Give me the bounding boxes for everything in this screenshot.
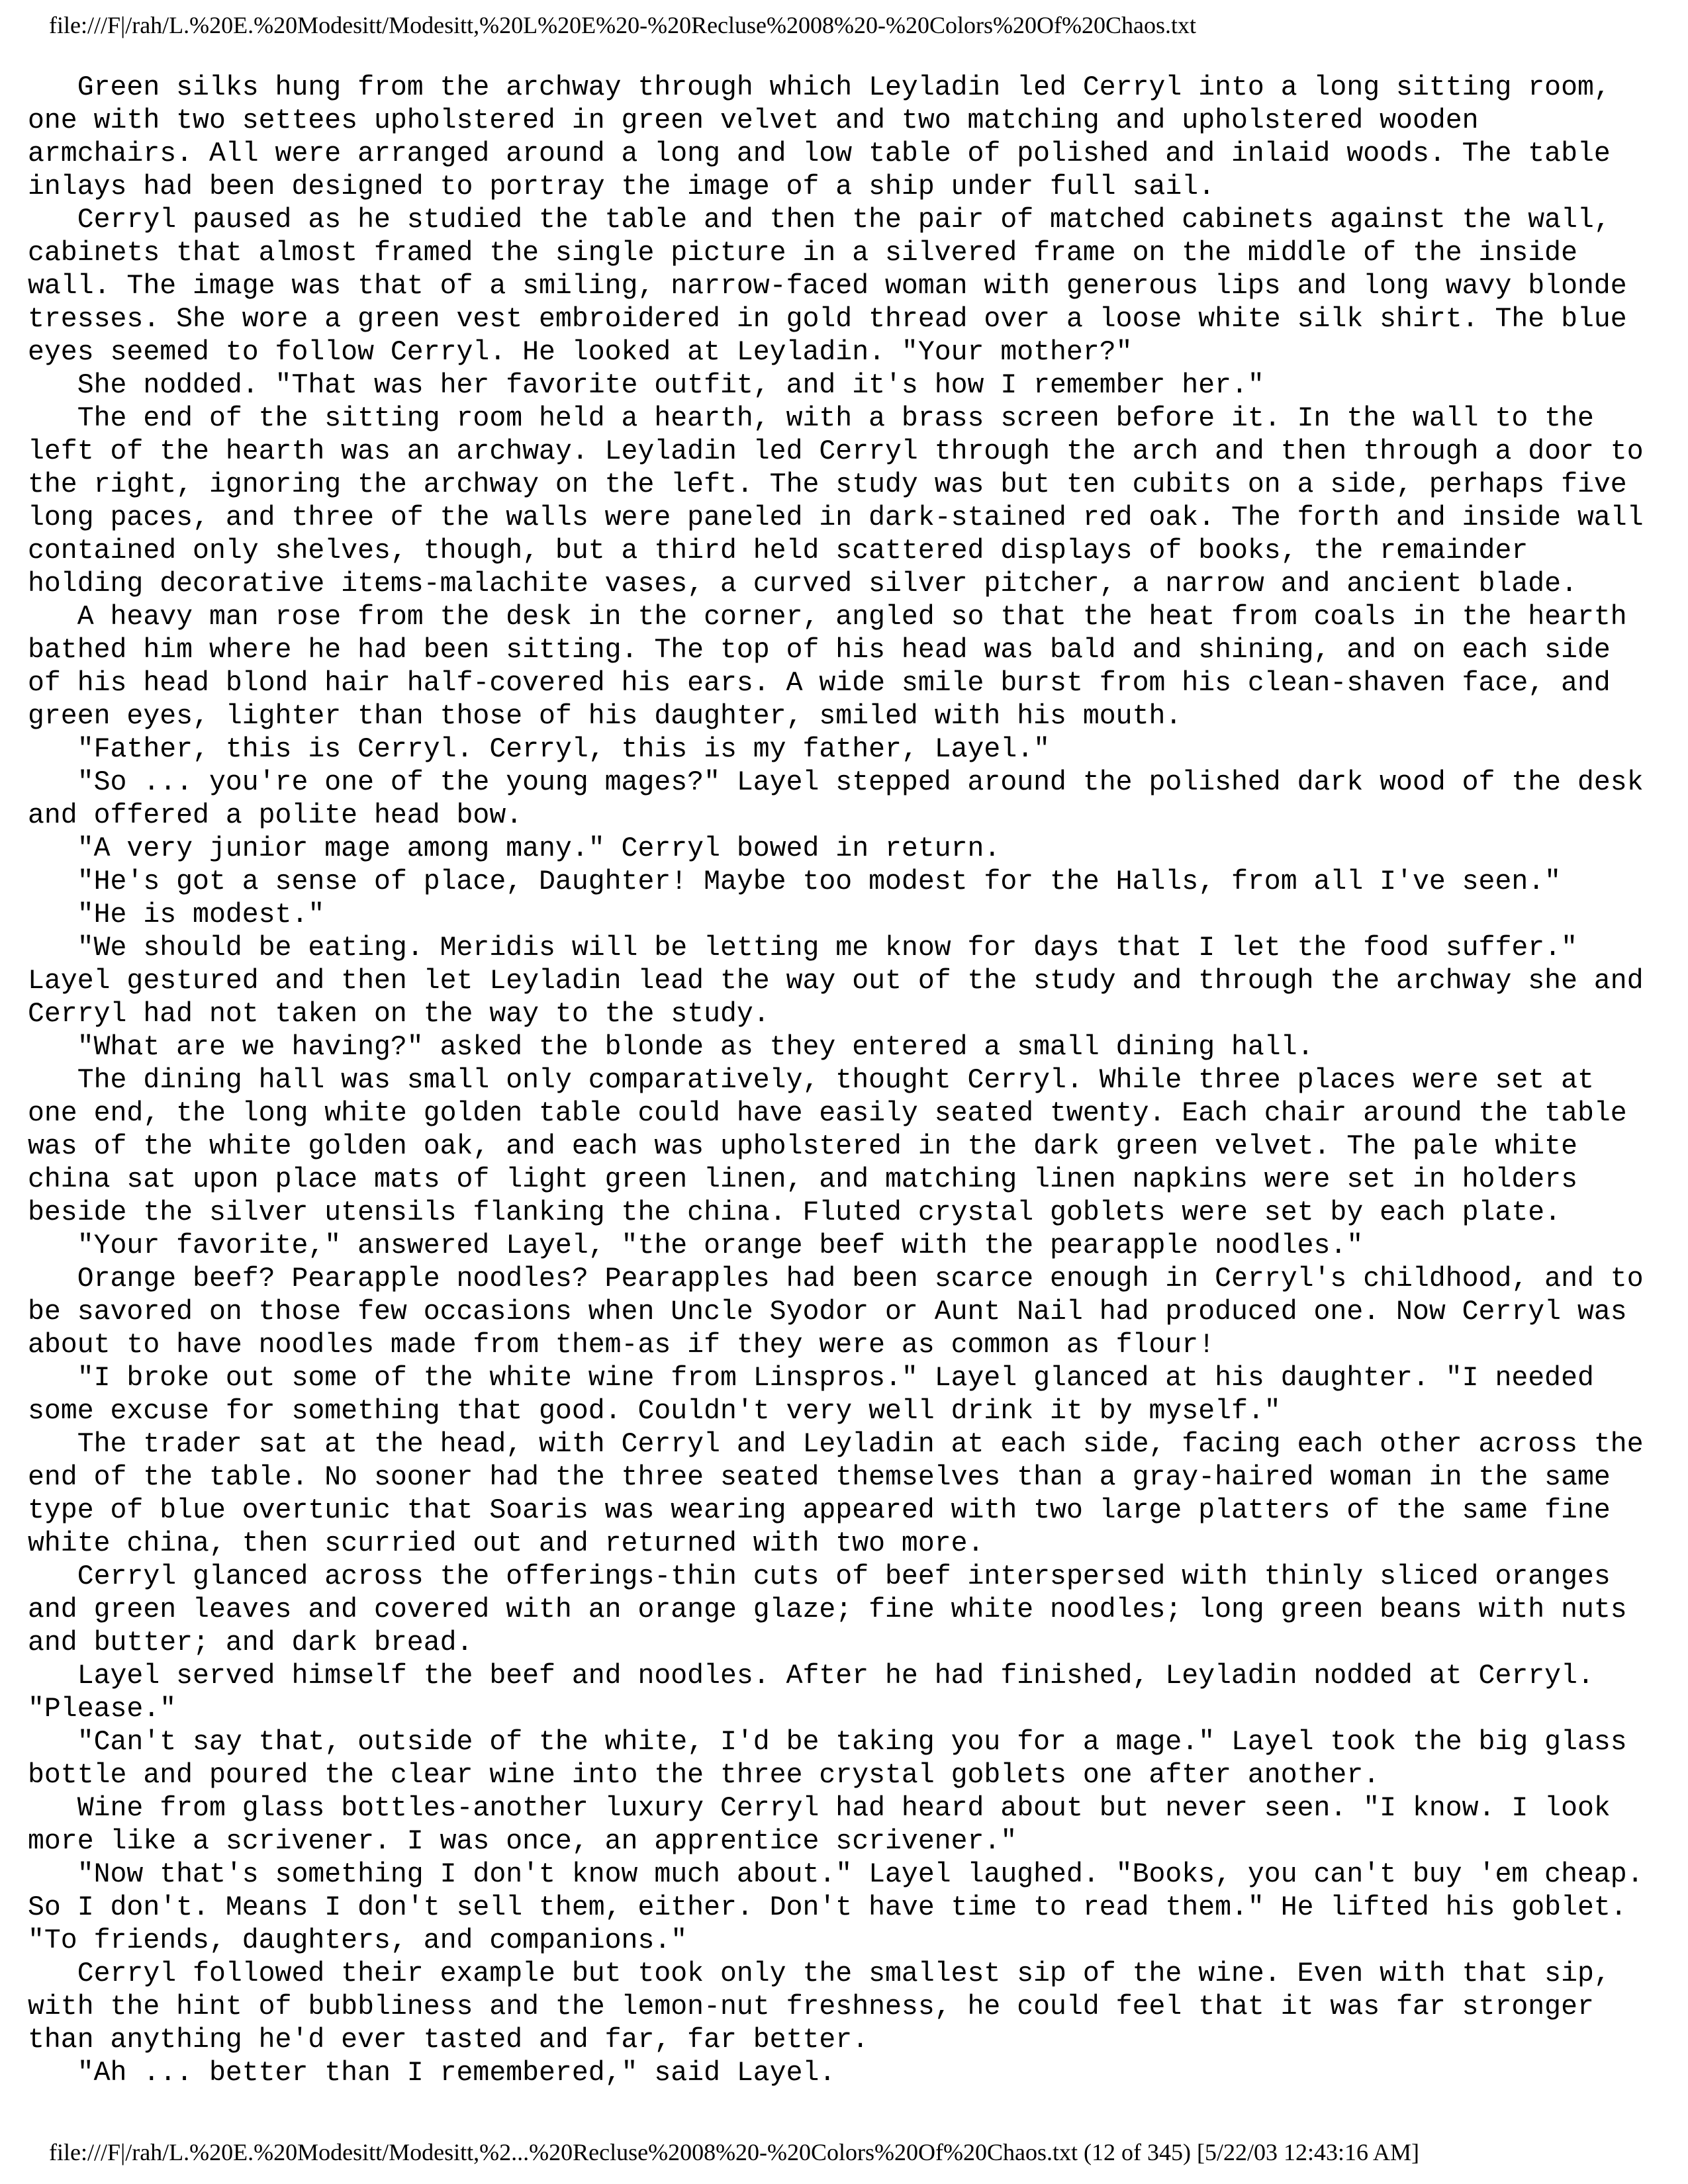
- text-line: bathed him where he had been sitting. The top of his head was bald and shining, and on each side: [28, 635, 1611, 666]
- text-line: bottle and poured the clear wine into the three crystal goblets one after another.: [28, 1760, 1380, 1791]
- text-line: "Ah ... better than I remembered," said Layel.: [28, 2058, 836, 2089]
- text-line: "A very junior mage among many." Cerryl bowed in return.: [28, 833, 1001, 864]
- text-line: was of the white golden oak, and each was upholstered in the dark green velvet. The pale white: [28, 1131, 1577, 1162]
- document-body: [28, 71, 1663, 2090]
- text-line: "He's got a sense of place, Daughter! Maybe too modest for the Halls, from all I've seen.": [28, 866, 1562, 897]
- text-line: "Please.": [28, 1694, 177, 1725]
- text-line: some excuse for something that good. Couldn't very well drink it by myself.": [28, 1396, 1281, 1427]
- text-line: "So ... you're one of the young mages?" Layel stepped around the polished dark wood of the desk: [28, 767, 1644, 798]
- text-line: holding decorative items-malachite vases, a curved silver pitcher, a narrow and ancient blade.: [28, 569, 1577, 600]
- text-line: end of the table. No sooner had the three seated themselves than a gray-haired woman in the same: [28, 1462, 1611, 1493]
- text-line: cabinets that almost framed the single picture in a silvered frame on the middle of the inside: [28, 238, 1577, 269]
- text-line: one with two settees upholstered in green velvet and two matching and upholstered wooden: [28, 105, 1479, 136]
- text-line: and butter; and dark bread.: [28, 1627, 473, 1659]
- text-line: more like a scrivener. I was once, an apprentice scrivener.": [28, 1826, 1017, 1857]
- page-footer: file:///F|/rah/L.%20E.%20Modesitt/Modesitt,%2...%20Recluse%2008%20-%20Colors%20Of%20Chaos.txt (12 of 345) [5/22/03 12:43:16 AM]: [49, 2139, 1419, 2165]
- text-line: "Father, this is Cerryl. Cerryl, this is my father, Layel.": [28, 734, 1051, 765]
- text-line: "To friends, daughters, and companions.": [28, 1925, 688, 1956]
- text-line: The trader sat at the head, with Cerryl and Leyladin at each side, facing each other across the: [28, 1429, 1644, 1460]
- text-line: A heavy man rose from the desk in the corner, angled so that the heat from coals in the hearth: [28, 602, 1627, 633]
- text-line: "We should be eating. Meridis will be letting me know for days that I let the food suffer.": [28, 933, 1577, 964]
- text-line: Orange beef? Pearapple noodles? Pearapples had been scarce enough in Cerryl's childhood, and to: [28, 1263, 1644, 1295]
- text-line: contained only shelves, though, but a third held scattered displays of books, the remainder: [28, 535, 1528, 567]
- text-line: wall. The image was that of a smiling, narrow-faced woman with generous lips and long wavy blonde: [28, 271, 1627, 302]
- text-line: "He is modest.": [28, 899, 325, 931]
- text-line: Cerryl glanced across the offerings-thin cuts of beef interspersed with thinly sliced oranges: [28, 1561, 1611, 1592]
- text-line: So I don't. Means I don't sell them, either. Don't have time to read them." He lifted his goblet.: [28, 1892, 1627, 1923]
- text-line: and green leaves and covered with an orange glaze; fine white noodles; long green beans with nuts: [28, 1594, 1627, 1625]
- text-line: than anything he'd ever tasted and far, far better.: [28, 2025, 869, 2056]
- text-line: long paces, and three of the walls were paneled in dark-stained red oak. The forth and inside wall: [28, 502, 1644, 533]
- text-line: armchairs. All were arranged around a long and low table of polished and inlaid woods. The table: [28, 138, 1611, 169]
- text-line: type of blue overtunic that Soaris was wearing appeared with two large platters of the same fine: [28, 1495, 1611, 1526]
- text-line: with the hint of bubbliness and the lemon-nut freshness, he could feel that it was far stronger: [28, 1991, 1594, 2023]
- text-line: green eyes, lighter than those of his daughter, smiled with his mouth.: [28, 701, 1182, 732]
- text-line: The end of the sitting room held a hearth, with a brass screen before it. In the wall to the: [28, 403, 1594, 434]
- page-header-url: file:///F|/rah/L.%20E.%20Modesitt/Modesitt,%20L%20E%20-%20Recluse%2008%20-%20Colors%20Of%20Chaos.txt: [49, 12, 1196, 38]
- text-line: of his head blond hair half-covered his ears. A wide smile burst from his clean-shaven face, and: [28, 668, 1611, 699]
- text-line: "I broke out some of the white wine from Linspros." Layel glanced at his daughter. "I needed: [28, 1363, 1594, 1394]
- text-line: beside the silver utensils flanking the china. Fluted crystal goblets were set by each plate.: [28, 1197, 1562, 1228]
- text-line: Cerryl paused as he studied the table and then the pair of matched cabinets against the wall,: [28, 205, 1611, 236]
- text-line: "Your favorite," answered Layel, "the orange beef with the pearapple noodles.": [28, 1230, 1364, 1261]
- text-line: white china, then scurried out and returned with two more.: [28, 1528, 984, 1559]
- text-line: "Now that's something I don't know much about." Layel laughed. "Books, you can't buy 'em cheap.: [28, 1859, 1644, 1890]
- text-line: left of the hearth was an archway. Leyladin led Cerryl through the arch and then through a door to: [28, 436, 1644, 467]
- text-line: tresses. She wore a green vest embroidered in gold thread over a loose white silk shirt. The blue: [28, 304, 1627, 335]
- text-line: be savored on those few occasions when Uncle Syodor or Aunt Nail had produced one. Now Cerryl was: [28, 1297, 1627, 1328]
- text-line: Layel gestured and then let Leyladin lead the way out of the study and through the archway she and: [28, 966, 1644, 997]
- text-line: She nodded. "That was her favorite outfit, and it's how I remember her.": [28, 370, 1264, 401]
- text-line: Wine from glass bottles-another luxury Cerryl had heard about but never seen. "I know. I look: [28, 1793, 1611, 1824]
- text-line: about to have noodles made from them-as if they were as common as flour!: [28, 1330, 1215, 1361]
- text-line: china sat upon place mats of light green linen, and matching linen napkins were set in holders: [28, 1164, 1577, 1195]
- text-line: Green silks hung from the archway through which Leyladin led Cerryl into a long sitting room,: [28, 72, 1611, 103]
- text-line: and offered a polite head bow.: [28, 800, 523, 831]
- text-line: eyes seemed to follow Cerryl. He looked at Leyladin. "Your mother?": [28, 337, 1133, 368]
- text-line: the right, ignoring the archway on the left. The study was but ten cubits on a side, perhaps five: [28, 469, 1627, 500]
- text-line: Cerryl had not taken on the way to the study.: [28, 999, 770, 1030]
- text-line: "Can't say that, outside of the white, I'd be taking you for a mage." Layel took the big glass: [28, 1727, 1627, 1758]
- text-line: one end, the long white golden table could have easily seated twenty. Each chair around the table: [28, 1098, 1627, 1129]
- text-line: "What are we having?" asked the blonde as they entered a small dining hall.: [28, 1032, 1314, 1063]
- text-line: inlays had been designed to portray the image of a ship under full sail.: [28, 171, 1215, 203]
- text-line: Cerryl followed their example but took only the smallest sip of the wine. Even with that sip,: [28, 1958, 1611, 1989]
- text-line: Layel served himself the beef and noodles. After he had finished, Leyladin nodded at Cerryl.: [28, 1661, 1594, 1692]
- text-line: The dining hall was small only comparatively, thought Cerryl. While three places were set at: [28, 1065, 1594, 1096]
